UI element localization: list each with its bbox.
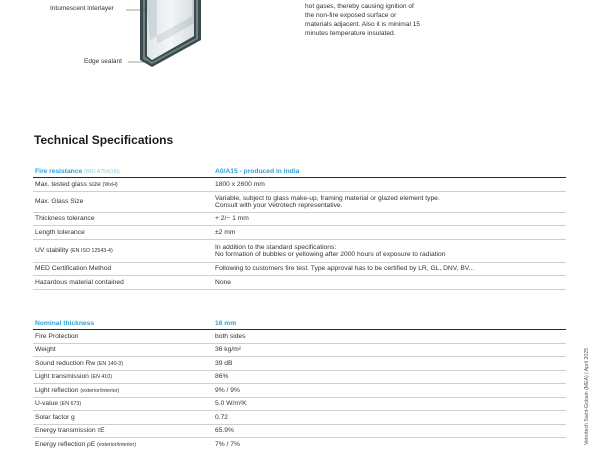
- row-label: Fire Protection: [35, 332, 79, 340]
- table-row: [33, 424, 566, 438]
- intro-line: minutes temperature insulated.: [305, 29, 396, 37]
- row-value-line: Variable, subject to glass make-up, framing material or glazed element type.: [215, 194, 440, 202]
- row-value: 65.9%: [213, 424, 566, 438]
- row-note: (EN 410): [90, 374, 112, 381]
- section-heading: Technical Specifications: [34, 133, 174, 147]
- row-label: Solar factor g: [35, 413, 75, 421]
- intro-line: materials adjacent. Also it is minimal 15: [305, 20, 421, 28]
- row-value: 9% / 9%: [213, 384, 566, 398]
- row-note: (EN ISO 12543-4): [70, 248, 113, 254]
- table-row: [33, 343, 566, 357]
- callout-edge-sealant: Edge sealant: [84, 58, 122, 65]
- header-label: Nominal thickness: [33, 317, 213, 330]
- row-label: MED Certification Method: [35, 265, 112, 273]
- table-row: [33, 397, 566, 411]
- table-row: [33, 239, 566, 262]
- table-row: [33, 226, 566, 240]
- row-value: + 2/− 1 mm: [215, 215, 249, 223]
- intro-paragraph: [305, 3, 455, 39]
- table-row: [33, 370, 566, 384]
- table-row: [33, 411, 566, 425]
- row-value: 0.72: [213, 411, 566, 425]
- row-note: (WxH): [102, 181, 118, 188]
- table-row: [33, 212, 566, 226]
- row-value: Following to customers fire test. Type approval has to be certified by LR, GL, DNV, BV...: [215, 265, 475, 273]
- row-label: U-value: [35, 400, 59, 408]
- glass-illustration: [0, 0, 270, 80]
- row-note: (exterior/interior): [97, 441, 137, 448]
- table-row: [33, 276, 566, 290]
- fire-resistance-table: [33, 165, 566, 290]
- intro-line: hot gases, thereby causing ignition of: [305, 3, 414, 10]
- table-row: [33, 438, 566, 450]
- row-label: UV stability: [35, 247, 69, 254]
- row-value: both sides: [213, 330, 566, 344]
- table-header-row: [33, 317, 566, 330]
- row-value: 39 dB: [213, 357, 566, 371]
- row-label: Weight: [35, 346, 56, 354]
- callout-interlayer: Intumescent interlayer: [50, 5, 114, 12]
- row-note: (exterior/interior): [80, 387, 120, 394]
- side-footer-text: Vetrotech Saint-Gobain (MEA) | April 2025: [584, 347, 590, 445]
- row-label: Light transmission: [35, 373, 89, 381]
- row-note: (EN 140-3): [97, 360, 123, 367]
- row-label: Max. Glass Size: [35, 198, 84, 205]
- header-label-note: (IMO A754(18)): [84, 168, 120, 175]
- header-label: Fire resistance: [35, 167, 83, 175]
- header-label-cell: [33, 165, 213, 178]
- table-row: [33, 262, 566, 276]
- row-label: Sound reduction Rw: [35, 359, 96, 367]
- table-row: [33, 191, 566, 212]
- row-value: 7% / 7%: [213, 438, 566, 450]
- header-value: A0/A15 - produced in India: [213, 165, 566, 178]
- row-note: (EN 673): [59, 401, 82, 408]
- row-value-line: No formation of bubbles or yellowing after 2000 hours of exposure to radiation: [215, 250, 446, 258]
- row-label: Max. tested glass size: [35, 180, 101, 188]
- row-label: Energy transmission τE: [35, 427, 105, 435]
- row-value: 36 kg/m²: [213, 343, 566, 357]
- row-label: Energy reflection ρE: [35, 440, 96, 448]
- row-value-line: In addition to the standard specifications:: [215, 243, 337, 251]
- table-row: [33, 357, 566, 371]
- row-label: Light reflection: [35, 386, 79, 394]
- row-value: 86%: [213, 370, 566, 384]
- table-row: [33, 178, 566, 192]
- row-value: None: [215, 278, 231, 286]
- row-value: 5.0 W/m²K: [213, 397, 566, 411]
- intro-line: the non-fire exposed surface or: [305, 11, 397, 19]
- table-row: [33, 330, 566, 344]
- row-value: 1800 x 2600 mm: [215, 180, 265, 188]
- row-label: Length tolerance: [35, 228, 85, 236]
- row-label: Hazardous material contained: [35, 278, 124, 286]
- header-value: 16 mm: [213, 317, 566, 330]
- product-properties-table: [33, 317, 566, 450]
- table-header-row: [33, 165, 566, 178]
- row-label: Thickness tolerance: [35, 215, 95, 223]
- row-value: ±2 mm: [215, 228, 236, 236]
- row-value-line: Consult with your Vetrotech representative.: [215, 201, 343, 209]
- table-row: [33, 384, 566, 398]
